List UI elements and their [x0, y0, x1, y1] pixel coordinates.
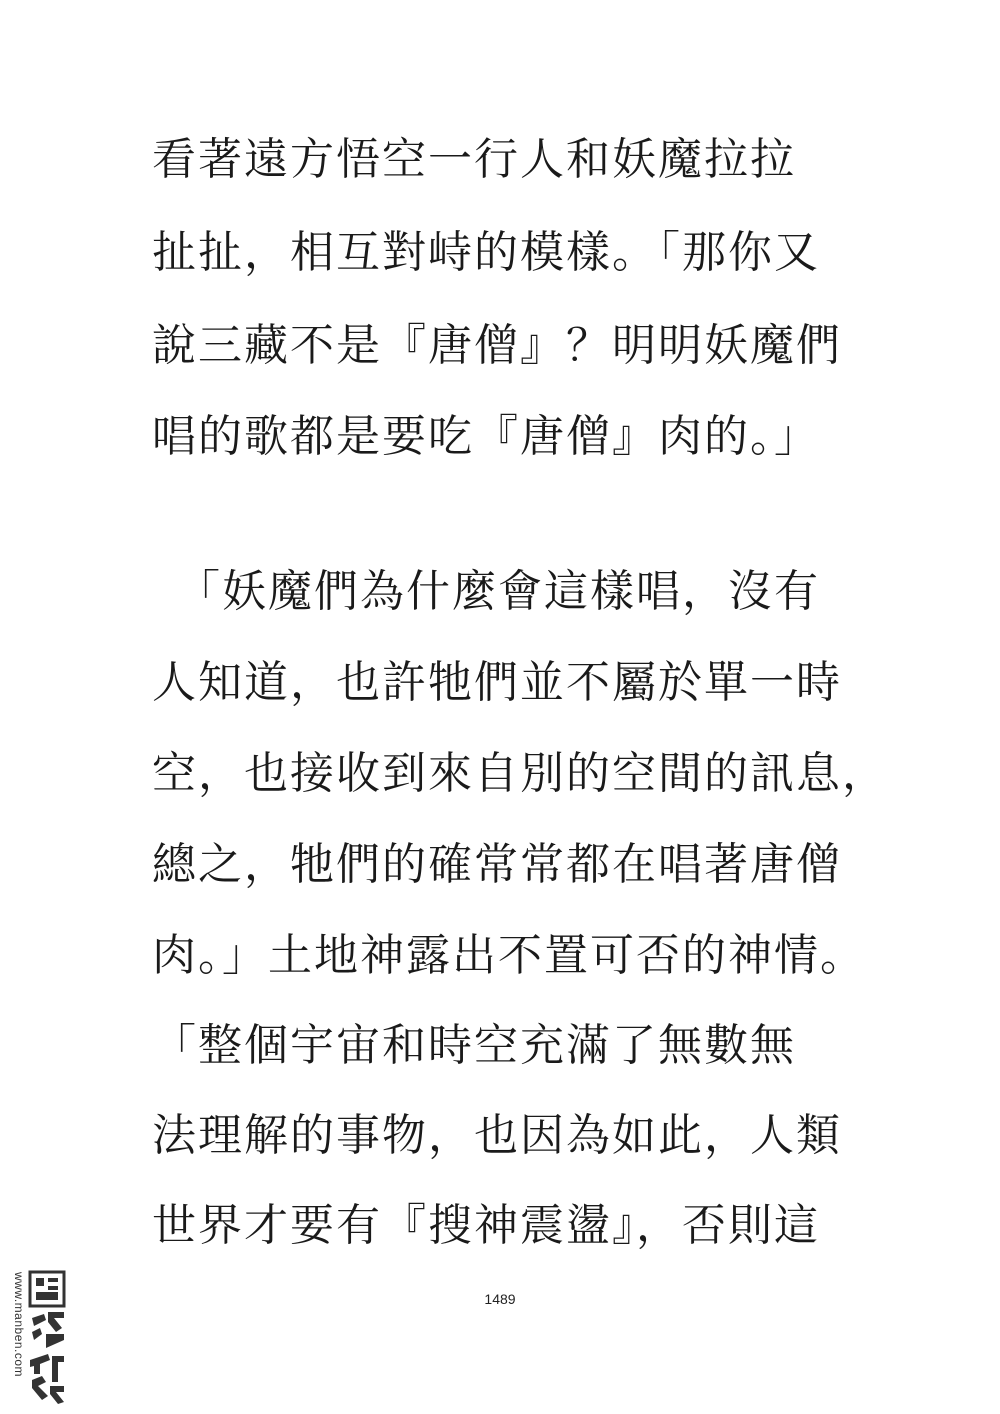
text-line: 肉。」土地神露出不置可否的神情。: [152, 930, 866, 981]
text-line: 扯扯，相互對峙的模樣。「那你又: [152, 227, 820, 278]
text-line: 「妖魔們為什麼會這樣唱，沒有: [152, 566, 820, 617]
text-line: 人知道，也許牠們並不屬於單一時: [152, 657, 842, 708]
page-number: 1489: [484, 1291, 516, 1307]
text-line: 世界才要有『搜神震盪』，否則這: [152, 1200, 820, 1251]
text-line: 看著遠方悟空一行人和妖魔拉拉: [152, 134, 796, 185]
text-line: 空，也接收到來自別的空間的訊息，: [152, 748, 888, 799]
watermark-logo-icon: [24, 1268, 70, 1408]
text-line: 說三藏不是『唐僧』？明明妖魔們: [152, 320, 842, 371]
watermark-url: www.manben.com: [12, 1272, 26, 1378]
text-line: 總之，牠們的確常常都在唱著唐僧: [152, 839, 842, 890]
text-line: 唱的歌都是要吃『唐僧』肉的。」: [152, 411, 820, 462]
text-line: 「整個宇宙和時空充滿了無數無: [152, 1020, 796, 1071]
text-line: 法理解的事物，也因為如此，人類: [152, 1110, 842, 1161]
